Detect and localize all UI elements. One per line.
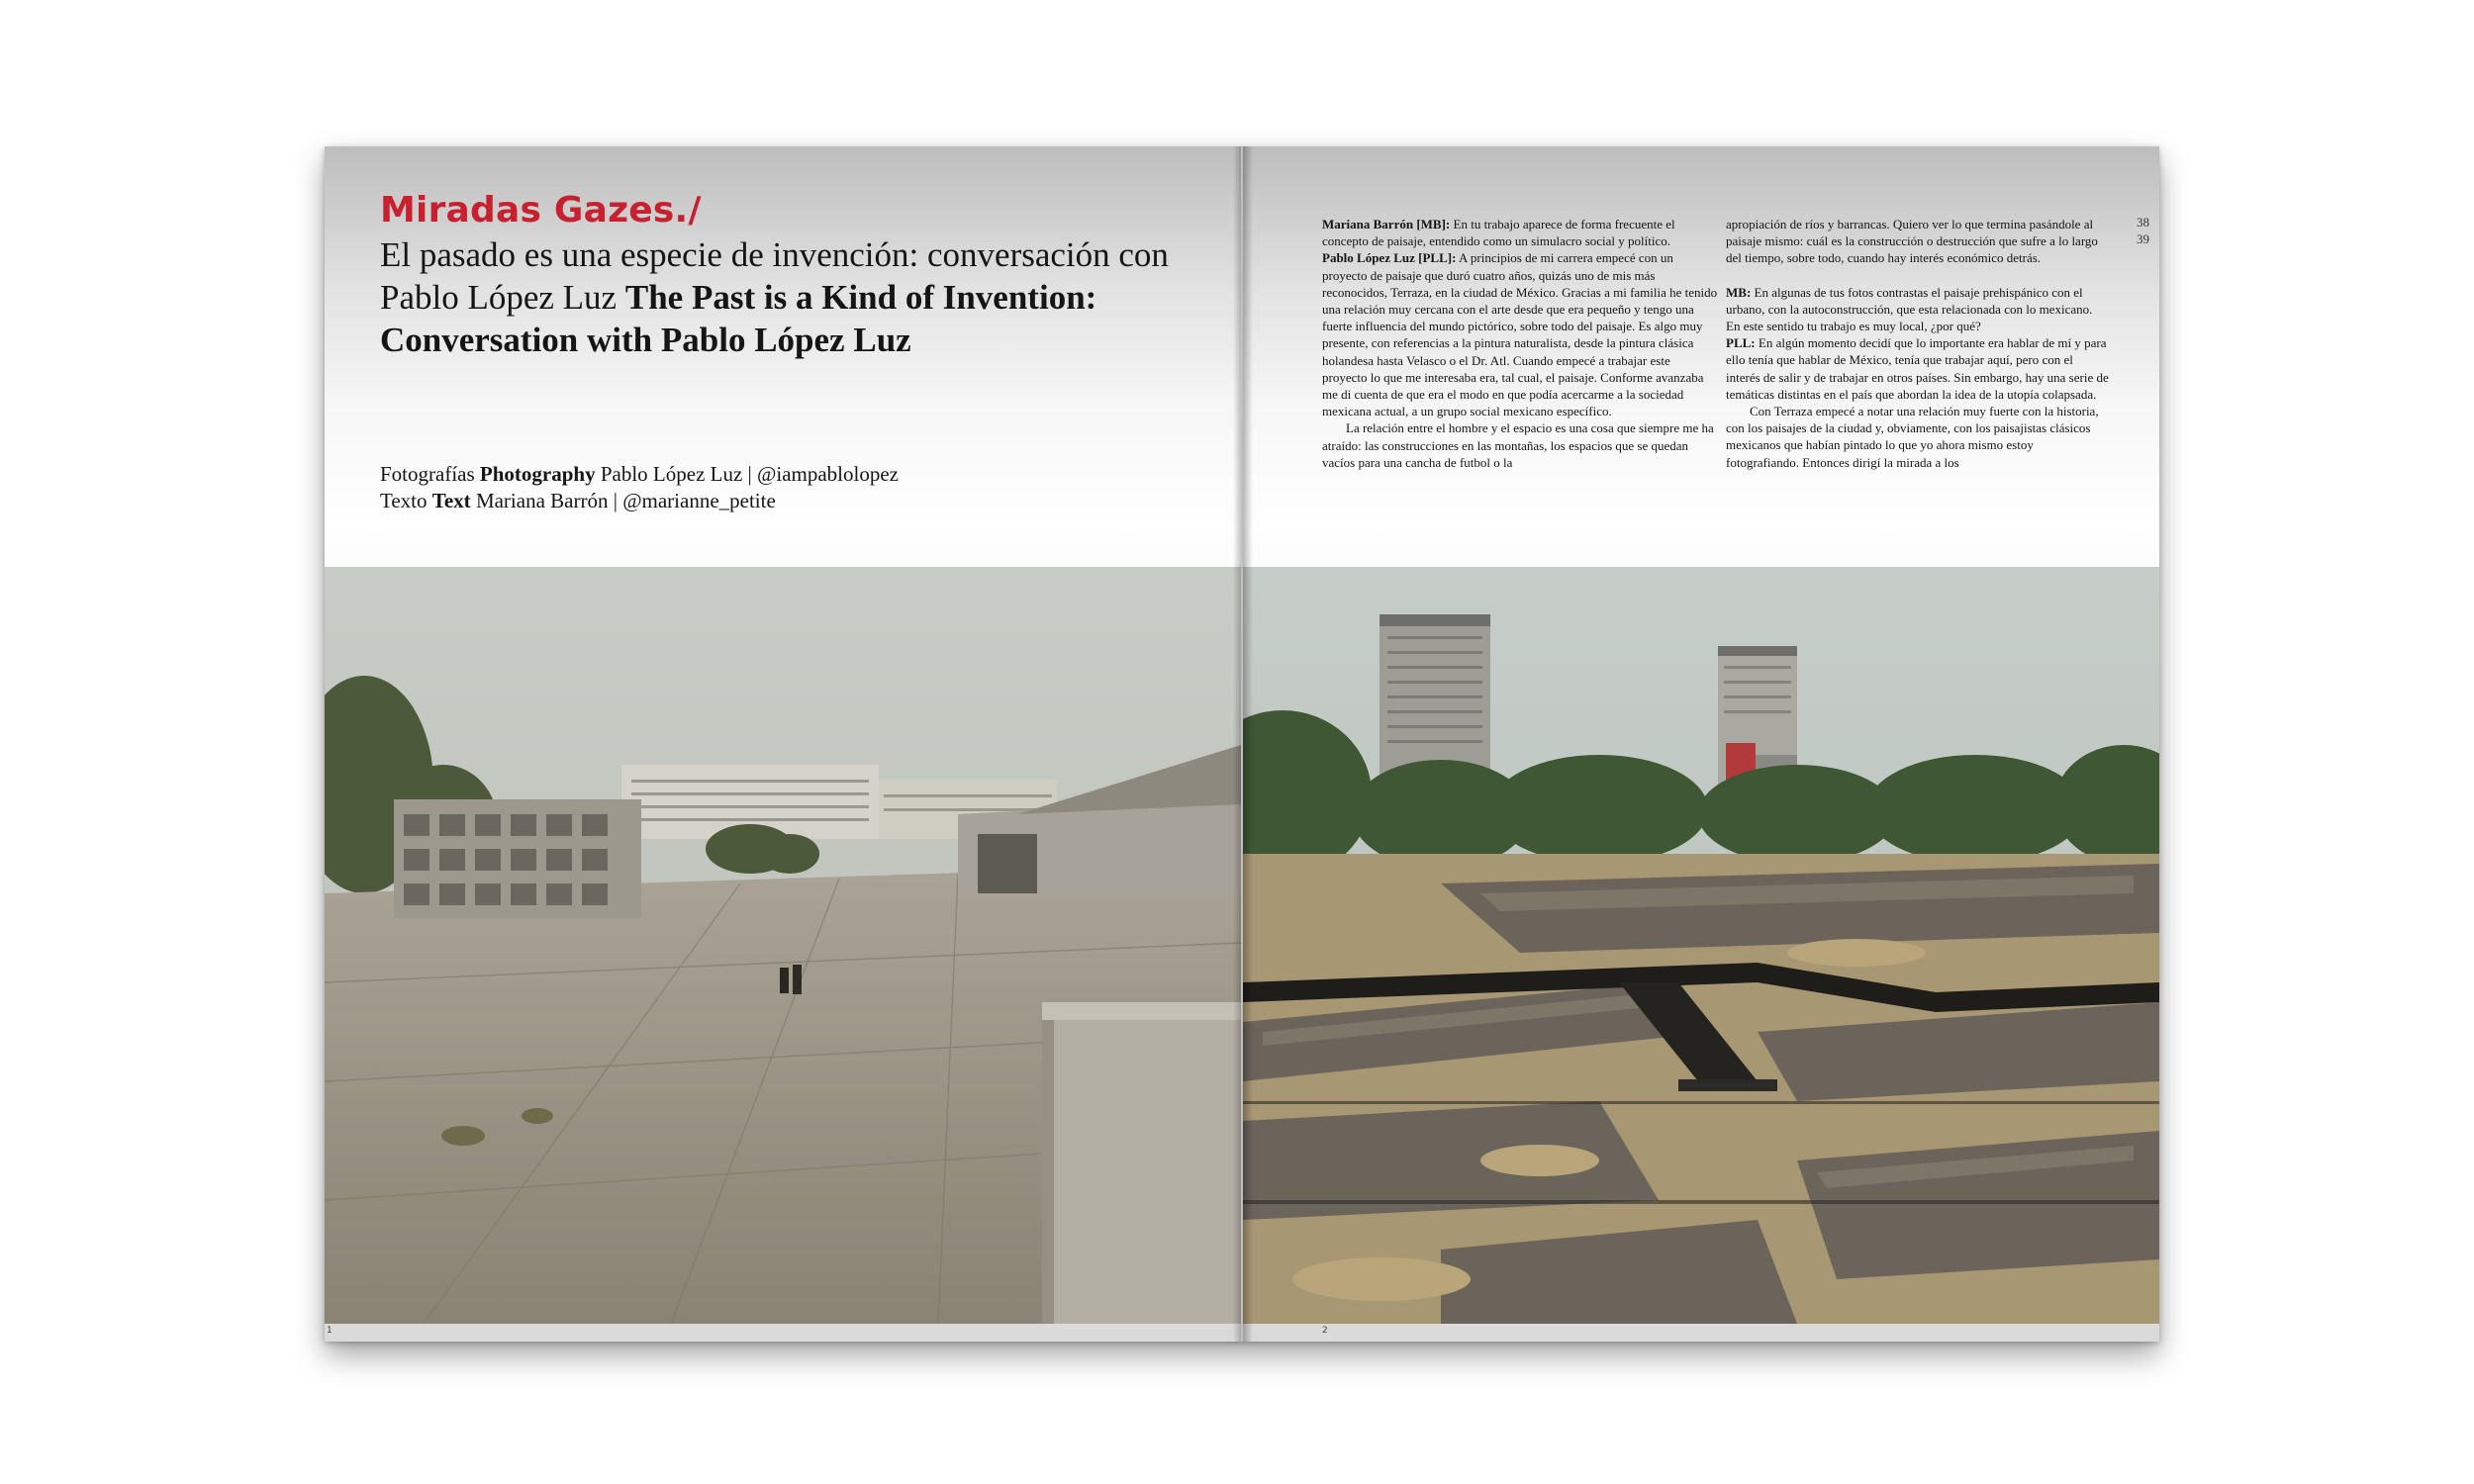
- text-column-1: [1322, 216, 1718, 471]
- ruins-photo-illustration: [1243, 567, 2159, 1324]
- speaker-label: Pablo López Luz [PLL]:: [1322, 250, 1457, 266]
- paragraph: Pablo López Luz [PLL]: A principios de mi carrera empecé con un proyecto de paisaje que duró cuatro años, quizás uno de mis más reconocidos, Terraza, en la ciudad de México. Gracias a mi familia he tenido una relación muy cercana con el arte desde que era pequeño y tengo una fuerte influencia del mundo pictórico, sobre todo del paisaje. Es algo muy presente, con referencias a la pintura naturalista, desde la pintura clásica holandesa hasta Velasco o el Dr. Atl. Cuando empecé a trabajar este proyecto lo que me interesaba era, tal cual, el paisaje. Conforme avanzaba me di cuenta de que era el modo en que podía acercarme a la sociedad mexicana actual, a un grupo social mexicano específico.: [1322, 250, 1718, 419]
- photo-archaeological-site: [1243, 567, 2159, 1324]
- magazine-spread: [325, 146, 2159, 1342]
- photo-modernist-plaza: [325, 567, 1241, 1324]
- page-number: 38: [2137, 215, 2149, 230]
- credit-separator: |: [613, 489, 618, 512]
- paragraph: La relación entre el hombre y el espacio es una cosa que siempre me ha atraído: las construcciones en las montañas, los espacios que se quedan vacíos para una cancha de futbol o la: [1322, 420, 1714, 470]
- folio-right: 2: [1322, 1326, 1328, 1336]
- paragraph: apropiación de ríos y barrancas. Quiero ver lo que termina pasándole al paisaje mismo: cuál es la construcción o destrucción que sufre a lo largo del tiempo, sobre todo, cuando hay interés económico detrás.: [1726, 217, 2098, 266]
- credit-name: Mariana Barrón: [475, 489, 609, 512]
- credit-handle: @iampablolopez: [757, 462, 899, 486]
- credit-separator: |: [747, 462, 752, 486]
- paragraph: PLL: En algún momento decidí que lo importante era hablar de mí y para ello tenía que hablar de México, tenía que trabajar aquí, pero con el interés de salir y de trabajar en otros países. Sin embargo, hay una serie de temáticas distintas en el país que abordan la idea de la utopía colapsada.: [1726, 335, 2109, 402]
- credit-text: [380, 488, 1211, 514]
- headline-spanish: El pasado es una especie de invención: conversación con Pablo López Luz: [380, 235, 1169, 317]
- left-page: [325, 146, 1241, 1342]
- credit-label-es: Texto: [380, 489, 428, 512]
- speaker-label: Mariana Barrón [MB]:: [1322, 217, 1451, 232]
- credit-label-en: Text: [431, 489, 471, 512]
- text-column-2: [1726, 216, 2110, 471]
- folio-left: 1: [327, 1326, 333, 1336]
- credit-label-en: Photography: [479, 462, 596, 486]
- credit-label-es: Fotografías: [380, 462, 475, 486]
- speaker-label: PLL:: [1726, 335, 1756, 351]
- page-number: 39: [2137, 232, 2149, 246]
- credits: [380, 461, 1211, 514]
- headline-english: The Past is a Kind of Invention: Conversation with Pablo López Luz: [380, 278, 1097, 359]
- credit-name: Pablo López Luz: [600, 462, 743, 486]
- paragraph: Mariana Barrón [MB]: En tu trabajo aparece de forma frecuente el concepto de paisaje, entendido como un simulacro social y político.: [1322, 217, 1675, 249]
- credit-handle: @marianne_petite: [622, 489, 776, 512]
- credit-photography: [380, 461, 1211, 488]
- right-page: [1243, 146, 2159, 1342]
- paragraph: Con Terraza empecé a notar una relación muy fuerte con la historia, con los paisajes de la ciudad y, obviamente, con los paisajistas clásicos mexicanos que habían pintado lo que yo ahora mismo estoy fotografiando. Entonces dirigí la mirada a los: [1726, 404, 2099, 470]
- article-headline: [380, 233, 1211, 361]
- speaker-label: MB:: [1726, 284, 1752, 300]
- section-kicker: Miradas Gazes./: [380, 190, 702, 231]
- page-numbers: [2120, 214, 2149, 247]
- paragraph: MB: En algunas de tus fotos contrastas el paisaje prehispánico con el urbano, con la autoconstrucción, que esta relacionada con lo mexicano. En este sentido tu trabajo es muy local, ¿por qué?: [1726, 284, 2093, 334]
- plaza-photo-illustration: [325, 567, 1241, 1324]
